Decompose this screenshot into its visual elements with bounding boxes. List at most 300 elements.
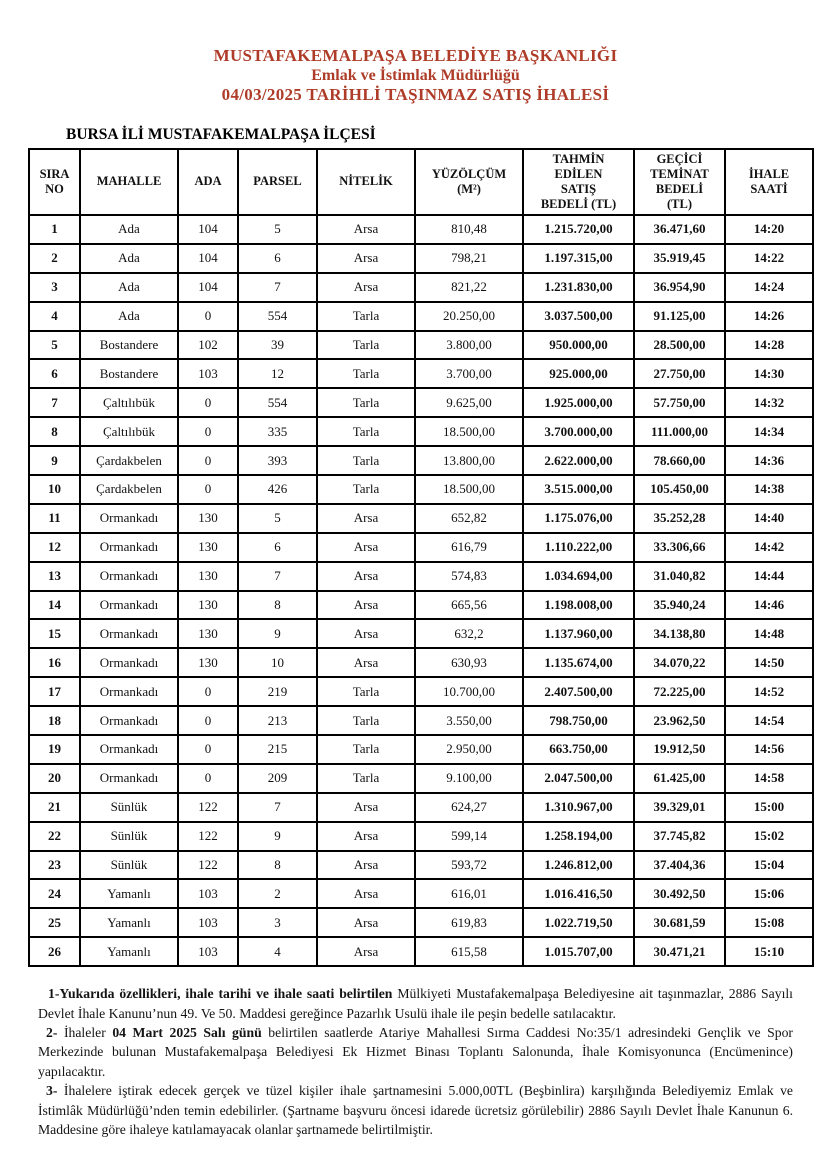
cell-yuzolcum: 3.700,00 <box>415 359 523 388</box>
cell-tahmin: 663.750,00 <box>523 735 634 764</box>
cell-ada: 0 <box>178 417 238 446</box>
cell-ada: 130 <box>178 533 238 562</box>
cell-nitelik: Tarla <box>317 388 415 417</box>
cell-sira_no: 18 <box>29 706 80 735</box>
cell-saat: 14:46 <box>725 591 813 620</box>
cell-sira_no: 7 <box>29 388 80 417</box>
cell-ada: 102 <box>178 331 238 360</box>
cell-saat: 14:56 <box>725 735 813 764</box>
cell-nitelik: Tarla <box>317 706 415 735</box>
col-header-ada <box>178 149 238 215</box>
cell-yuzolcum: 3.550,00 <box>415 706 523 735</box>
cell-sira_no: 23 <box>29 851 80 880</box>
cell-teminat: 111.000,00 <box>634 417 725 446</box>
col-header-line: BEDELİ (TL) <box>540 197 617 212</box>
cell-parsel: 219 <box>238 677 317 706</box>
table-header-row <box>29 149 813 215</box>
cell-ada: 103 <box>178 879 238 908</box>
table-row <box>29 619 813 648</box>
cell-parsel: 8 <box>238 591 317 620</box>
cell-tahmin: 798.750,00 <box>523 706 634 735</box>
cell-yuzolcum: 599,14 <box>415 822 523 851</box>
cell-teminat: 27.750,00 <box>634 359 725 388</box>
cell-sira_no: 17 <box>29 677 80 706</box>
note-segment: Mülkiyeti Mustafakemalpaşa Belediyesine ait taşınmazlar, 2886 Sayılı Devlet İhale Kanunu’nun 49. Ve 50. Maddesi gereğince Pazarlık Usulü ihale ile peşin bedelle satılacaktır. <box>38 986 793 1021</box>
cell-parsel: 426 <box>238 475 317 504</box>
cell-mahalle: Ormankadı <box>80 504 178 533</box>
note-segment: 3- <box>46 1083 58 1099</box>
cell-nitelik: Arsa <box>317 504 415 533</box>
cell-nitelik: Tarla <box>317 677 415 706</box>
col-header-yuzolcum <box>415 149 523 215</box>
cell-sira_no: 24 <box>29 879 80 908</box>
cell-sira_no: 8 <box>29 417 80 446</box>
cell-tahmin: 1.137.960,00 <box>523 619 634 648</box>
cell-tahmin: 1.310.967,00 <box>523 793 634 822</box>
note-segment: 2- <box>46 1024 58 1040</box>
cell-sira_no: 3 <box>29 273 80 302</box>
cell-parsel: 209 <box>238 764 317 793</box>
cell-ada: 130 <box>178 504 238 533</box>
cell-saat: 14:34 <box>725 417 813 446</box>
cell-ada: 130 <box>178 648 238 677</box>
cell-yuzolcum: 593,72 <box>415 851 523 880</box>
cell-teminat: 35.252,28 <box>634 504 725 533</box>
col-header-nitelik <box>317 149 415 215</box>
cell-yuzolcum: 624,27 <box>415 793 523 822</box>
cell-ada: 104 <box>178 215 238 244</box>
table-row <box>29 648 813 677</box>
cell-nitelik: Arsa <box>317 562 415 591</box>
col-header-tahmin <box>523 149 634 215</box>
cell-saat: 14:36 <box>725 446 813 475</box>
cell-saat: 15:10 <box>725 937 813 966</box>
cell-sira_no: 15 <box>29 619 80 648</box>
cell-teminat: 37.745,82 <box>634 822 725 851</box>
cell-saat: 14:52 <box>725 677 813 706</box>
cell-nitelik: Arsa <box>317 648 415 677</box>
cell-ada: 0 <box>178 764 238 793</box>
cell-yuzolcum: 665,56 <box>415 591 523 620</box>
cell-yuzolcum: 2.950,00 <box>415 735 523 764</box>
cell-tahmin: 1.197.315,00 <box>523 244 634 273</box>
cell-tahmin: 950.000,00 <box>523 331 634 360</box>
cell-sira_no: 2 <box>29 244 80 273</box>
cell-tahmin: 3.515.000,00 <box>523 475 634 504</box>
table-row <box>29 822 813 851</box>
cell-saat: 14:44 <box>725 562 813 591</box>
cell-saat: 14:40 <box>725 504 813 533</box>
cell-parsel: 6 <box>238 244 317 273</box>
cell-teminat: 19.912,50 <box>634 735 725 764</box>
cell-ada: 104 <box>178 244 238 273</box>
cell-parsel: 393 <box>238 446 317 475</box>
cell-parsel: 9 <box>238 619 317 648</box>
cell-sira_no: 4 <box>29 302 80 331</box>
cell-ada: 122 <box>178 822 238 851</box>
cell-ada: 0 <box>178 735 238 764</box>
cell-parsel: 554 <box>238 388 317 417</box>
table-row <box>29 706 813 735</box>
document-header <box>0 0 831 105</box>
cell-mahalle: Bostandere <box>80 359 178 388</box>
cell-nitelik: Arsa <box>317 879 415 908</box>
note-paragraph-2 <box>38 1023 793 1081</box>
department-title: Emlak ve İstimlak Müdürlüğü <box>311 67 520 84</box>
cell-nitelik: Arsa <box>317 793 415 822</box>
municipality-title: MUSTAFAKEMALPAŞA BELEDİYE BAŞKANLIĞI <box>213 46 618 65</box>
cell-teminat: 30.681,59 <box>634 908 725 937</box>
cell-mahalle: Ormankadı <box>80 648 178 677</box>
cell-nitelik: Arsa <box>317 244 415 273</box>
cell-yuzolcum: 9.100,00 <box>415 764 523 793</box>
table-row <box>29 215 813 244</box>
col-header-mahalle <box>80 149 178 215</box>
cell-mahalle: Ormankadı <box>80 677 178 706</box>
col-header-line: ADA <box>194 174 222 189</box>
cell-sira_no: 25 <box>29 908 80 937</box>
table-row <box>29 331 813 360</box>
cell-nitelik: Tarla <box>317 764 415 793</box>
table-row <box>29 302 813 331</box>
cell-nitelik: Arsa <box>317 273 415 302</box>
col-header-line: YÜZÖLÇÜM <box>431 166 507 181</box>
cell-tahmin: 1.258.194,00 <box>523 822 634 851</box>
table-row <box>29 677 813 706</box>
cell-teminat: 33.306,66 <box>634 533 725 562</box>
cell-sira_no: 16 <box>29 648 80 677</box>
cell-saat: 14:58 <box>725 764 813 793</box>
table-row <box>29 446 813 475</box>
table-row <box>29 359 813 388</box>
col-header-line: (TL) <box>667 197 692 212</box>
cell-yuzolcum: 3.800,00 <box>415 331 523 360</box>
cell-nitelik: Tarla <box>317 417 415 446</box>
cell-nitelik: Arsa <box>317 908 415 937</box>
cell-parsel: 5 <box>238 504 317 533</box>
note-segment: İhaleler <box>57 1024 113 1040</box>
cell-parsel: 12 <box>238 359 317 388</box>
cell-parsel: 5 <box>238 215 317 244</box>
cell-parsel: 9 <box>238 822 317 851</box>
cell-parsel: 4 <box>238 937 317 966</box>
table-row <box>29 879 813 908</box>
cell-mahalle: Ada <box>80 215 178 244</box>
cell-yuzolcum: 798,21 <box>415 244 523 273</box>
cell-teminat: 78.660,00 <box>634 446 725 475</box>
cell-tahmin: 1.016.416,50 <box>523 879 634 908</box>
cell-parsel: 3 <box>238 908 317 937</box>
col-header-line: SIRA <box>39 166 70 181</box>
cell-tahmin: 2.047.500,00 <box>523 764 634 793</box>
cell-yuzolcum: 632,2 <box>415 619 523 648</box>
cell-mahalle: Bostandere <box>80 331 178 360</box>
cell-sira_no: 10 <box>29 475 80 504</box>
auction-table <box>28 148 814 967</box>
cell-mahalle: Ormankadı <box>80 591 178 620</box>
cell-ada: 130 <box>178 591 238 620</box>
note-paragraph-3 <box>38 1081 793 1139</box>
cell-saat: 14:48 <box>725 619 813 648</box>
cell-parsel: 8 <box>238 851 317 880</box>
table-row <box>29 388 813 417</box>
cell-tahmin: 925.000,00 <box>523 359 634 388</box>
cell-nitelik: Arsa <box>317 822 415 851</box>
cell-teminat: 31.040,82 <box>634 562 725 591</box>
cell-saat: 14:24 <box>725 273 813 302</box>
table-row <box>29 504 813 533</box>
cell-teminat: 36.954,90 <box>634 273 725 302</box>
cell-tahmin: 1.175.076,00 <box>523 504 634 533</box>
cell-mahalle: Ada <box>80 273 178 302</box>
cell-sira_no: 1 <box>29 215 80 244</box>
cell-sira_no: 12 <box>29 533 80 562</box>
cell-nitelik: Tarla <box>317 359 415 388</box>
cell-yuzolcum: 810,48 <box>415 215 523 244</box>
cell-yuzolcum: 18.500,00 <box>415 417 523 446</box>
cell-nitelik: Arsa <box>317 215 415 244</box>
cell-yuzolcum: 13.800,00 <box>415 446 523 475</box>
cell-nitelik: Arsa <box>317 937 415 966</box>
note-paragraph-1 <box>38 984 793 1023</box>
cell-ada: 130 <box>178 562 238 591</box>
cell-parsel: 213 <box>238 706 317 735</box>
cell-mahalle: Yamanlı <box>80 937 178 966</box>
cell-nitelik: Arsa <box>317 591 415 620</box>
cell-ada: 103 <box>178 937 238 966</box>
cell-saat: 15:08 <box>725 908 813 937</box>
cell-saat: 14:20 <box>725 215 813 244</box>
cell-tahmin: 2.622.000,00 <box>523 446 634 475</box>
cell-teminat: 35.919,45 <box>634 244 725 273</box>
cell-ada: 104 <box>178 273 238 302</box>
col-header-line: MAHALLE <box>96 174 162 189</box>
cell-yuzolcum: 652,82 <box>415 504 523 533</box>
cell-sira_no: 20 <box>29 764 80 793</box>
cell-yuzolcum: 574,83 <box>415 562 523 591</box>
col-header-sira_no <box>29 149 80 215</box>
col-header-line: SAATİ <box>750 182 788 196</box>
cell-teminat: 61.425,00 <box>634 764 725 793</box>
cell-yuzolcum: 616,01 <box>415 879 523 908</box>
cell-sira_no: 11 <box>29 504 80 533</box>
table-head <box>29 149 813 215</box>
cell-teminat: 28.500,00 <box>634 331 725 360</box>
cell-tahmin: 1.034.694,00 <box>523 562 634 591</box>
cell-sira_no: 22 <box>29 822 80 851</box>
cell-tahmin: 1.231.830,00 <box>523 273 634 302</box>
table-row <box>29 764 813 793</box>
table-row <box>29 591 813 620</box>
cell-nitelik: Arsa <box>317 619 415 648</box>
cell-nitelik: Tarla <box>317 302 415 331</box>
cell-teminat: 34.070,22 <box>634 648 725 677</box>
cell-teminat: 72.225,00 <box>634 677 725 706</box>
cell-nitelik: Arsa <box>317 533 415 562</box>
cell-parsel: 6 <box>238 533 317 562</box>
col-header-line: İHALE <box>748 166 790 181</box>
cell-saat: 14:42 <box>725 533 813 562</box>
cell-saat: 14:32 <box>725 388 813 417</box>
cell-teminat: 36.471,60 <box>634 215 725 244</box>
cell-mahalle: Ormankadı <box>80 735 178 764</box>
col-header-line: GEÇİCİ <box>656 151 703 166</box>
cell-saat: 14:50 <box>725 648 813 677</box>
cell-saat: 14:22 <box>725 244 813 273</box>
cell-nitelik: Tarla <box>317 735 415 764</box>
cell-ada: 103 <box>178 359 238 388</box>
cell-ada: 0 <box>178 302 238 331</box>
col-header-saat <box>725 149 813 215</box>
cell-teminat: 105.450,00 <box>634 475 725 504</box>
cell-saat: 15:00 <box>725 793 813 822</box>
col-header-line: PARSEL <box>253 174 302 189</box>
cell-sira_no: 26 <box>29 937 80 966</box>
cell-mahalle: Yamanlı <box>80 908 178 937</box>
cell-teminat: 91.125,00 <box>634 302 725 331</box>
col-header-line: NİTELİK <box>339 174 393 189</box>
table-row <box>29 244 813 273</box>
cell-mahalle: Ormankadı <box>80 562 178 591</box>
cell-teminat: 57.750,00 <box>634 388 725 417</box>
col-header-line: NO <box>45 182 64 196</box>
cell-tahmin: 1.215.720,00 <box>523 215 634 244</box>
cell-ada: 0 <box>178 388 238 417</box>
col-header-line: EDİLEN <box>554 166 603 181</box>
cell-teminat: 23.962,50 <box>634 706 725 735</box>
cell-mahalle: Sünlük <box>80 793 178 822</box>
col-header-line: BEDELİ <box>655 182 704 196</box>
auction-date-title: 04/03/2025 TARİHLİ TAŞINMAZ SATIŞ İHALESİ <box>221 85 610 104</box>
cell-yuzolcum: 616,79 <box>415 533 523 562</box>
cell-tahmin: 1.015.707,00 <box>523 937 634 966</box>
cell-saat: 15:04 <box>725 851 813 880</box>
cell-ada: 122 <box>178 851 238 880</box>
cell-teminat: 35.940,24 <box>634 591 725 620</box>
cell-ada: 0 <box>178 446 238 475</box>
cell-teminat: 30.471,21 <box>634 937 725 966</box>
cell-mahalle: Çardakbelen <box>80 475 178 504</box>
col-header-line: TEMİNAT <box>650 166 709 181</box>
cell-tahmin: 1.246.812,00 <box>523 851 634 880</box>
col-header-parsel <box>238 149 317 215</box>
table-row <box>29 851 813 880</box>
cell-mahalle: Ada <box>80 244 178 273</box>
table-row <box>29 908 813 937</box>
cell-parsel: 215 <box>238 735 317 764</box>
table-row <box>29 533 813 562</box>
cell-sira_no: 21 <box>29 793 80 822</box>
cell-saat: 14:28 <box>725 331 813 360</box>
notes-section <box>38 984 793 1139</box>
note-segment: belirtilen saatlerde Atariye Mahallesi Sırma Caddesi No:35/1 adresindeki Gençlik ve Spor Merkezinde bulunan Mustafakemalpaşa Belediyesi Ek Hizmet Binası Toplantı Salonunda, İhale Komisyonunca (Encümenince) yapılacaktır. <box>38 1024 793 1079</box>
cell-sira_no: 9 <box>29 446 80 475</box>
note-segment: 04 Mart 2025 Salı günü <box>112 1024 262 1040</box>
cell-parsel: 7 <box>238 793 317 822</box>
col-header-line: TAHMİN <box>552 151 605 166</box>
table-row <box>29 793 813 822</box>
table-body <box>29 215 813 966</box>
cell-tahmin: 1.022.719,50 <box>523 908 634 937</box>
cell-yuzolcum: 619,83 <box>415 908 523 937</box>
cell-ada: 0 <box>178 475 238 504</box>
cell-ada: 103 <box>178 908 238 937</box>
cell-teminat: 39.329,01 <box>634 793 725 822</box>
cell-yuzolcum: 630,93 <box>415 648 523 677</box>
cell-mahalle: Ormankadı <box>80 533 178 562</box>
cell-tahmin: 3.700.000,00 <box>523 417 634 446</box>
cell-parsel: 7 <box>238 273 317 302</box>
cell-tahmin: 1.198.008,00 <box>523 591 634 620</box>
cell-yuzolcum: 20.250,00 <box>415 302 523 331</box>
cell-parsel: 7 <box>238 562 317 591</box>
col-header-line: SATIŞ <box>560 182 597 196</box>
cell-mahalle: Sünlük <box>80 822 178 851</box>
cell-yuzolcum: 615,58 <box>415 937 523 966</box>
cell-tahmin: 1.135.674,00 <box>523 648 634 677</box>
cell-teminat: 30.492,50 <box>634 879 725 908</box>
cell-mahalle: Yamanlı <box>80 879 178 908</box>
cell-tahmin: 2.407.500,00 <box>523 677 634 706</box>
cell-sira_no: 6 <box>29 359 80 388</box>
cell-mahalle: Çaltılıbük <box>80 417 178 446</box>
cell-mahalle: Çaltılıbük <box>80 388 178 417</box>
cell-nitelik: Tarla <box>317 446 415 475</box>
cell-sira_no: 13 <box>29 562 80 591</box>
cell-saat: 14:30 <box>725 359 813 388</box>
cell-parsel: 39 <box>238 331 317 360</box>
table-row <box>29 417 813 446</box>
cell-parsel: 335 <box>238 417 317 446</box>
cell-yuzolcum: 9.625,00 <box>415 388 523 417</box>
cell-sira_no: 19 <box>29 735 80 764</box>
cell-nitelik: Arsa <box>317 851 415 880</box>
region-subtitle: BURSA İLİ MUSTAFAKEMALPAŞA İLÇESİ <box>66 126 376 143</box>
cell-ada: 130 <box>178 619 238 648</box>
cell-sira_no: 14 <box>29 591 80 620</box>
cell-nitelik: Tarla <box>317 331 415 360</box>
table-row <box>29 562 813 591</box>
table-row <box>29 475 813 504</box>
cell-mahalle: Ormankadı <box>80 619 178 648</box>
cell-ada: 122 <box>178 793 238 822</box>
note-segment: İhalelere iştirak edecek gerçek ve tüzel kişiler ihale şartnamesini 5.000,00TL (Beşbinlira) karşılığında Belediyemiz Emlak ve İstimlâk Müdürlüğü’nden temin edebilirler. (Şartname başvuru öncesi idarede ücretsiz görülebilir) 2886 Sayılı Devlet İhale Kanunun 6. Maddesine göre ihaleye katılamayacak olanlar şartnamede belirtilmiştir. <box>38 1083 793 1137</box>
cell-mahalle: Çardakbelen <box>80 446 178 475</box>
cell-saat: 14:26 <box>725 302 813 331</box>
cell-yuzolcum: 821,22 <box>415 273 523 302</box>
cell-nitelik: Tarla <box>317 475 415 504</box>
col-header-line: (M²) <box>457 182 481 196</box>
cell-mahalle: Ormankadı <box>80 706 178 735</box>
cell-parsel: 554 <box>238 302 317 331</box>
cell-yuzolcum: 10.700,00 <box>415 677 523 706</box>
table-row <box>29 735 813 764</box>
table-row <box>29 273 813 302</box>
cell-parsel: 2 <box>238 879 317 908</box>
cell-saat: 15:06 <box>725 879 813 908</box>
col-header-teminat <box>634 149 725 215</box>
cell-saat: 14:54 <box>725 706 813 735</box>
cell-tahmin: 1.110.222,00 <box>523 533 634 562</box>
cell-ada: 0 <box>178 706 238 735</box>
cell-mahalle: Sünlük <box>80 851 178 880</box>
table-row <box>29 937 813 966</box>
cell-teminat: 34.138,80 <box>634 619 725 648</box>
cell-sira_no: 5 <box>29 331 80 360</box>
cell-yuzolcum: 18.500,00 <box>415 475 523 504</box>
note-segment: 1-Yukarıda özellikleri, ihale tarihi ve ihale saati belirtilen <box>48 986 393 1002</box>
cell-tahmin: 1.925.000,00 <box>523 388 634 417</box>
